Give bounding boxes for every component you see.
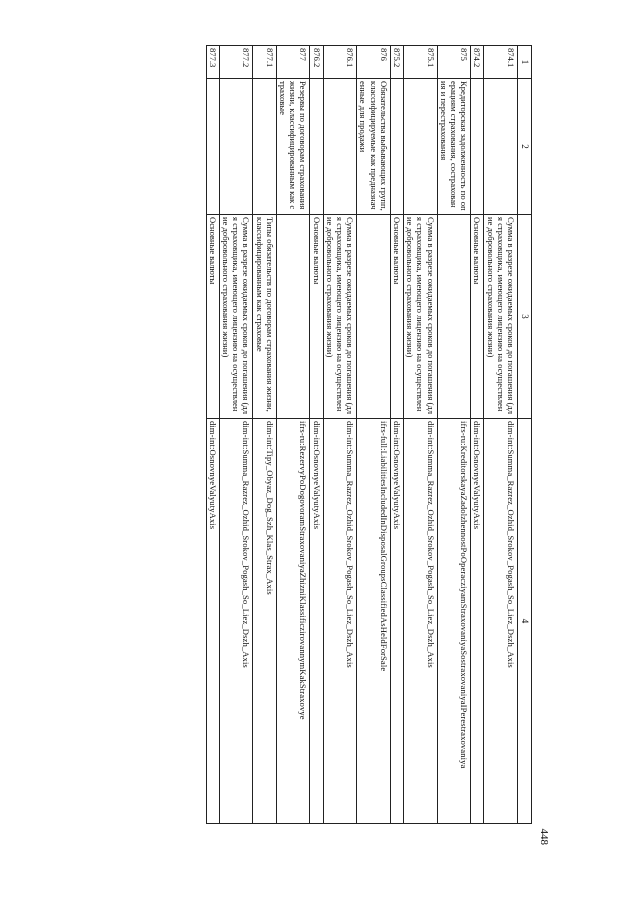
header-col-3: 3 [518, 215, 532, 419]
row-number-cell: 874.1 [484, 46, 518, 79]
page-number: 448 [538, 828, 550, 845]
row-code-cell: dim-int:Summa_Razrez_Ozhid_Srokov_Pogash_So_Liez_Dszh_Axis [484, 419, 518, 824]
table-row [437, 46, 471, 824]
header-col-1: 1 [518, 46, 532, 79]
table-row [276, 46, 310, 824]
table-row [253, 46, 276, 824]
row-description-cell: Сумма в разрезе ожидаемых сроков до погашения (для страховщика, имеющего лицензию на осуществление добровольного страхования жизни) [403, 215, 437, 419]
table-row [484, 46, 518, 824]
data-table [206, 45, 532, 824]
row-number-cell: 875.2 [390, 46, 403, 79]
row-name-cell [323, 79, 357, 215]
row-description-cell: Сумма в разрезе ожидаемых сроков до погашения (для страховщика, имеющего лицензию на осуществление добровольного страхования жизни) [219, 215, 253, 419]
row-code-cell: ifrs-ru:RezervyPoDogovoramStraxovaniyaZhizniKlassificzirovannymKakStraxovye [276, 419, 310, 824]
row-name-cell [253, 79, 276, 215]
row-description-cell: Типы обязательств по договорам страхования жизни, классифицированным как страховые [253, 215, 276, 419]
table-row [323, 46, 357, 824]
row-name-cell [484, 79, 518, 215]
row-number-cell: 877.3 [206, 46, 219, 79]
row-description-cell [437, 215, 471, 419]
row-name-cell [219, 79, 253, 215]
row-code-cell: ifrs-ru:KreditorskayaZadolzhennostPoOperacziyamStraxovaniyaSostraxovaniyaIPerestraxovaniya [437, 419, 471, 824]
row-description-cell: Основные валюты [471, 215, 484, 419]
row-description-cell: Основные валюты [390, 215, 403, 419]
row-name-cell [471, 79, 484, 215]
row-name-cell [403, 79, 437, 215]
row-description-cell: Сумма в разрезе ожидаемых сроков до погашения (для страховщика, имеющего лицензию на осуществление добровольного страхования жизни) [484, 215, 518, 419]
row-number-cell: 876.1 [323, 46, 357, 79]
row-code-cell: dim-int:Tipy_Obyaz_Dog_Szh_Klas_Strax_Axis [253, 419, 276, 824]
row-number-cell: 877.1 [253, 46, 276, 79]
table-row [206, 46, 219, 824]
row-code-cell: dim-int:OsnovnyeValyutyAxis [471, 419, 484, 824]
table-row [219, 46, 253, 824]
row-number-cell: 875 [437, 46, 471, 79]
row-code-cell: dim-int:Summa_Razrez_Ozhid_Srokov_Pogash_So_Liez_Dszh_Axis [219, 419, 253, 824]
header-col-4: 4 [518, 419, 532, 824]
row-description-cell: Сумма в разрезе ожидаемых сроков до погашения (для страховщика, имеющего лицензию на осуществление добровольного страхования жизни) [323, 215, 357, 419]
header-col-2: 2 [518, 79, 532, 215]
row-name-cell: Обязательства выбывающих групп, классифицируемые как предназначенные для продажи [357, 79, 391, 215]
row-code-cell: ifrs-full:LiabilitiesIncludedInDisposalGroupsClassifiedAsHeldForSale [357, 419, 391, 824]
row-number-cell: 874.2 [471, 46, 484, 79]
table-row [357, 46, 391, 824]
header-row [518, 46, 532, 824]
row-description-cell [276, 215, 310, 419]
row-number-cell: 875.1 [403, 46, 437, 79]
row-code-cell: dim-int:Summa_Razrez_Ozhid_Srokov_Pogash_So_Liez_Dszh_Axis [403, 419, 437, 824]
row-description-cell: Основные валюты [206, 215, 219, 419]
row-description-cell: Основные валюты [310, 215, 323, 419]
table-row [390, 46, 403, 824]
row-name-cell [390, 79, 403, 215]
table-row [471, 46, 484, 824]
row-name-cell [206, 79, 219, 215]
row-code-cell: dim-int:OsnovnyeValyutyAxis [390, 419, 403, 824]
row-number-cell: 877.2 [219, 46, 253, 79]
row-number-cell: 876.2 [310, 46, 323, 79]
row-number-cell: 876 [357, 46, 391, 79]
row-number-cell: 877 [276, 46, 310, 79]
row-name-cell: Резервы по договорам страхования жизни, классифицированным как страховые [276, 79, 310, 215]
row-code-cell: dim-int:OsnovnyeValyutyAxis [206, 419, 219, 824]
row-name-cell [310, 79, 323, 215]
row-description-cell [357, 215, 391, 419]
table-row [310, 46, 323, 824]
row-code-cell: dim-int:Summa_Razrez_Ozhid_Srokov_Pogash_So_Liez_Dszh_Axis [323, 419, 357, 824]
row-code-cell: dim-int:OsnovnyeValyutyAxis [310, 419, 323, 824]
row-name-cell: Кредиторская задолженность по операциям страхования, сострахования и перестрахования [437, 79, 471, 215]
table-row [403, 46, 437, 824]
